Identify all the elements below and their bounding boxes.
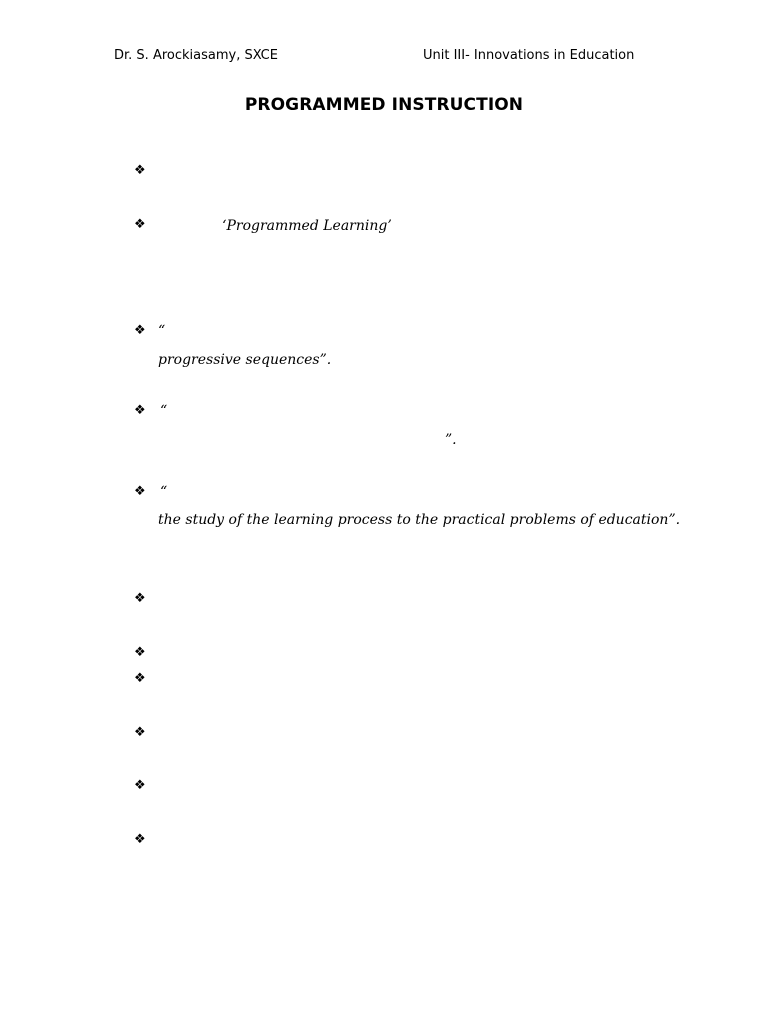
diamond-bullet-icon: ❖	[134, 163, 146, 178]
diamond-bullet-icon: ❖	[134, 645, 146, 660]
header-unit: Unit III- Innovations in Education	[423, 48, 635, 63]
diamond-bullet-icon: ❖	[134, 217, 146, 232]
quote-open-1: “	[158, 323, 166, 339]
quote-open-3: “	[160, 484, 168, 500]
diamond-bullet-icon: ❖	[134, 778, 146, 793]
diamond-bullet-icon: ❖	[134, 484, 146, 499]
diamond-bullet-icon: ❖	[134, 832, 146, 847]
definition-3-end: the study of the learning process to the practical problems of education”.	[158, 512, 681, 528]
definition-1-end: progressive sequences”.	[158, 352, 332, 368]
header-author: Dr. S. Arockiasamy, SXCE	[114, 48, 278, 63]
diamond-bullet-icon: ❖	[134, 591, 146, 606]
programmed-learning-term: ‘Programmed Learning’	[222, 218, 392, 234]
quote-close-2: ”.	[445, 432, 457, 448]
page-title: PROGRAMMED INSTRUCTION	[244, 95, 524, 115]
diamond-bullet-icon: ❖	[134, 671, 146, 686]
diamond-bullet-icon: ❖	[134, 323, 146, 338]
diamond-bullet-icon: ❖	[134, 725, 146, 740]
quote-open-2: “	[160, 403, 168, 419]
diamond-bullet-icon: ❖	[134, 403, 146, 418]
